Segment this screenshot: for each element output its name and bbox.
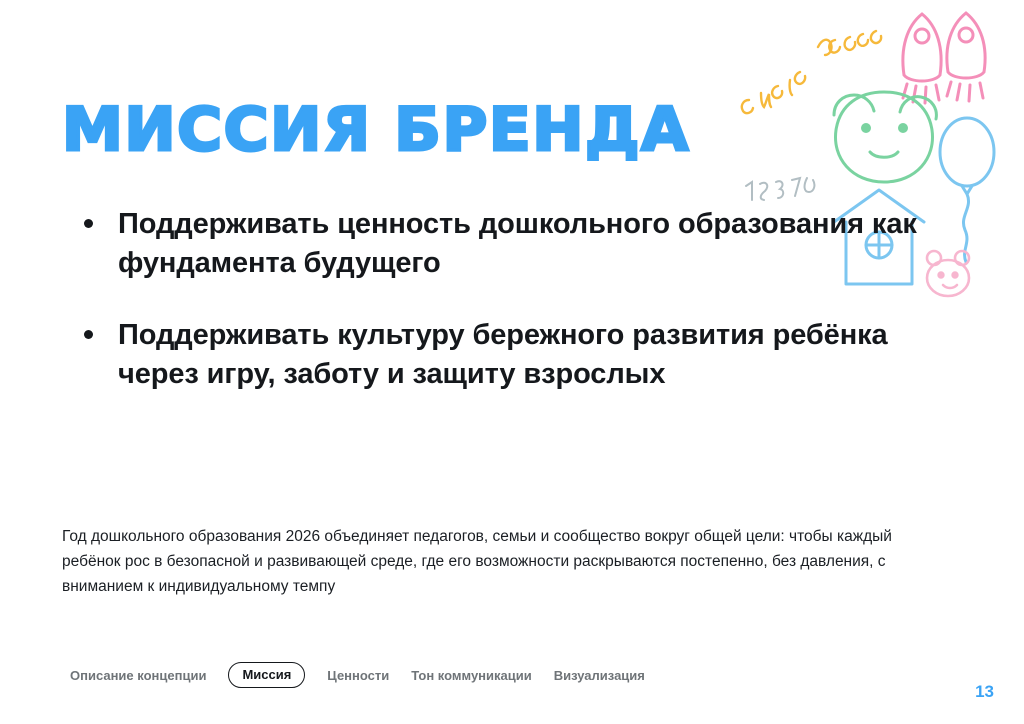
list-item [78,316,968,393]
bullet-dot-icon [84,219,93,228]
nav-item-vizualizaciya[interactable]: Визуализация [553,667,645,683]
frog-doodle [834,92,936,182]
nav-item-missiya[interactable]: Миссия [228,662,305,688]
nav-item-cennosti[interactable]: Ценности [327,667,390,683]
word-druzhba [818,31,881,55]
footer-nav [70,662,645,688]
list-item [78,205,968,282]
nav-item-opisanie-koncepcii[interactable]: Описание концепции [70,667,207,683]
nav-item-ton-kommunikacii[interactable]: Тон коммуникации [411,667,532,683]
bullet-text: Поддерживать ценность дошкольного образования как фундамента будущего [118,208,917,279]
bullet-list [78,205,968,393]
page-title: МИССИЯ БРЕНДА [62,95,690,166]
rocket-doodle [903,13,985,103]
bullet-text: Поддерживать культуру бережного развития ребёнка через игру, заботу и защиту взрослых [118,319,888,390]
word-semya [742,72,805,113]
body-paragraph: Год дошкольного образования 2026 объединяет педагогов, семьи и сообщество вокруг общей цели: чтобы каждый ребёнок рос в безопасной и развивающей среде, где его возможности раскрываются постепенно, без давления, с вниманием к индивидуальному темпу [62,527,892,595]
bullet-dot-icon [84,330,93,339]
page-number: 13 [975,682,994,701]
numbers-doodle [746,178,814,200]
